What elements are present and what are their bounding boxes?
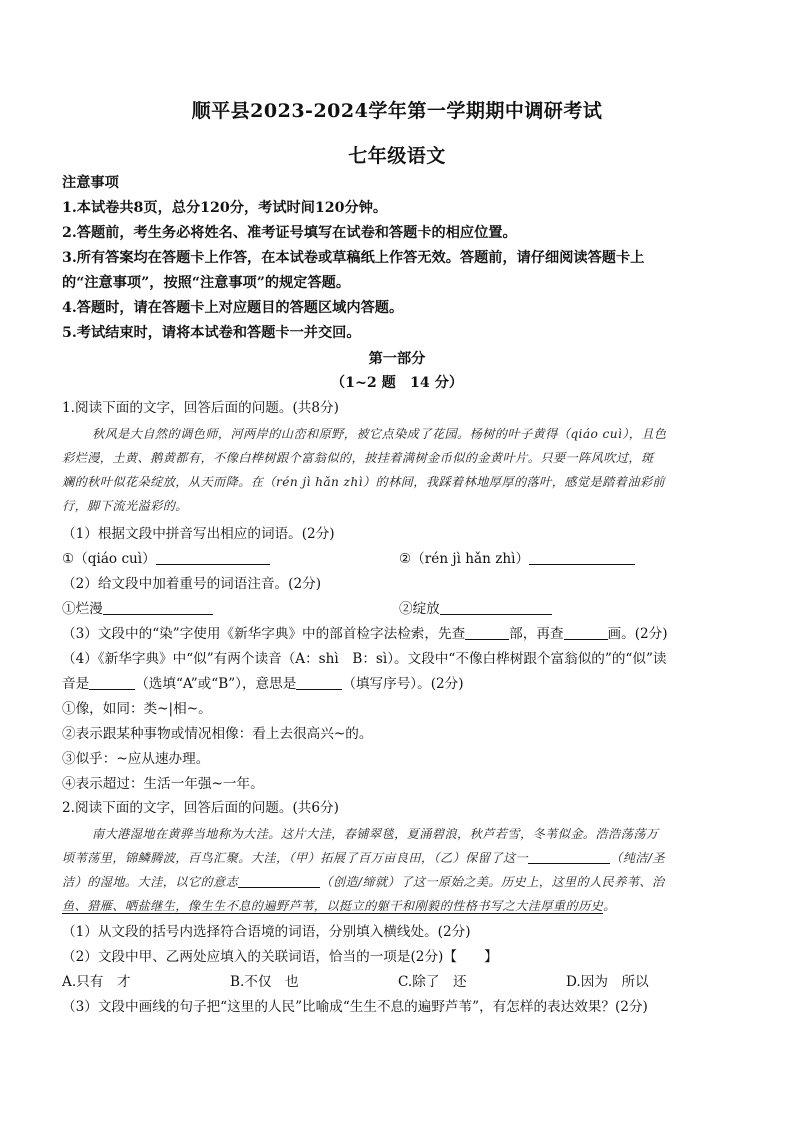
q2-passage-text: 顷苇荡里，锦鳞腾波，百鸟汇聚。大洼，（甲）拓展了百万亩良田，（乙）保留了这一 [62,851,529,865]
q2-passage-text: （创造/缔就）了这一原始之美。历史上，这里的人民养苇、治 [320,875,665,889]
q1-sub3-text: （3）文段中的“染”字使用《新华字典》中的部首检字法检索，先查 [62,626,466,642]
q1-stem: 1.阅读下面的文字，回答后面的问题。(共8分) [62,400,339,416]
q2-sub2: （2）文段中甲、乙两处应填入的关联词语，恰当的一项是(2分)【 】 [62,949,498,965]
q1-passage-line: 斓的秋叶似花朵绽放，从天而降。在（rén jì hǎn zhì）的林间，我踩着林地厚厚的落叶，感觉是踏着油彩前 [62,475,666,489]
q1-passage-line: 彩烂漫，土黄、鹅黄都有，不像白桦树跟个富翁似的，披挂着满树金币似的金黄叶片。只要一阵风吹过，斑 [62,451,654,465]
q2-passage-text: （纯洁/圣 [610,851,665,865]
answer-blank[interactable] [156,550,270,565]
q2-passage-text: 。 [603,899,616,913]
part-range: （1~2 题 14 分） [330,375,464,391]
q1-sub1: （1）根据文段中拼音写出相应的词语。(2分) [62,526,335,542]
q1-sub4-line1: （4）《新华字典》中“似”有两个读音（A：shì B：sì）。文段中“不像白桦树跟个富翁似的”的“似”读 [62,651,667,667]
q1-sub1-a-label: ①（qiáo cuì） [62,551,156,567]
dictionary-meaning: ③似乎：~应从速办理。 [62,751,210,767]
underlined-sentence: 鱼、猎雁、晒盐继生，像生生不息的遍野芦苇，以挺立的躯干和刚毅的性格书写之大洼厚重的历史 [62,899,604,913]
notice-heading: 注意事项 [62,175,119,191]
dictionary-meaning: ①像，如同：类~|相~。 [62,701,212,717]
answer-blank[interactable] [564,625,608,640]
q2-passage-line [62,895,742,917]
answer-blank[interactable] [529,550,635,565]
notice-item-4: 4.答题时，请在答题卡上对应题目的答题区域内答题。 [62,300,404,316]
dictionary-meaning: ②表示跟某种事物或情况相像：看上去很高兴~的。 [62,726,373,742]
option-c[interactable]: C.除了 还 [398,974,467,990]
q1-sub2-row [62,598,742,620]
dictionary-meaning: ④表示超过：生活一年强~一年。 [62,776,264,792]
answer-blank[interactable] [440,600,552,615]
q1-sub3-text: 部，再查 [509,626,564,642]
q1-sub2-b [399,598,552,620]
q2-sub3: （3）文段中画线的句子把“这里的人民”比喻成“生生不息的遍野芦苇”，有怎样的表达效果？(2分) [62,999,648,1015]
q1-sub3-text: 画。(2分) [607,626,668,642]
option-a[interactable]: A.只有 才 [62,974,131,990]
answer-blank[interactable] [296,675,342,690]
q1-sub4-line2 [62,673,742,695]
part-heading: 第一部分 [368,351,426,367]
q1-sub2-a-label: ①烂漫 [62,601,103,617]
q1-sub4-text: （选填“A”或“B”），意思是 [135,676,297,692]
q2-passage-line: 南大港湿地在黄骅当地称为大洼。这片大洼，春铺翠毯，夏涌碧浪，秋芦若雪，冬苇似金。浩浩荡荡万 [92,827,659,841]
q1-sub4-text: （填写序号）。(2分) [342,676,464,692]
q1-passage-line: 秋风是大自然的调色师，河两岸的山峦和原野，被它点染成了花园。杨树的叶子黄得（qiáo cuì），且色 [92,427,667,441]
q1-sub1-row [62,548,742,570]
q2-sub1: （1）从文段的括号内选择符合语境的词语，分别填入横线处。(2分) [62,924,471,940]
q2-passage-line [62,847,742,869]
q1-sub4-text: 音是 [62,676,90,692]
option-d[interactable]: D.因为 所以 [566,974,649,990]
answer-blank[interactable] [89,675,135,690]
option-b[interactable]: B.不仅 也 [230,974,299,990]
q1-passage-line: 行，脚下流光溢彩的。 [62,499,188,513]
notice-item-2: 2.答题前，考生务必将姓名、准考证号填写在试卷和答题卡的相应位置。 [62,225,517,241]
q1-sub2-b-label: ②绽放 [399,601,440,617]
q2-passage-line [62,871,742,893]
q1-sub1-b-label: ②（rén jì hǎn zhì） [399,551,530,567]
notice-item-5: 5.考试结束时，请将本试卷和答题卡一并交回。 [62,325,361,341]
exam-subject: 七年级语文 [348,145,446,167]
q1-sub3 [62,623,742,645]
q2-passage-text: 洁）的湿地。大洼，以它的意志 [62,875,239,889]
q1-sub2: （2）给文段中加着重号的词语注音。(2分) [62,576,321,592]
notice-item-3-cont: 的“注意事项”，按照“注意事项”的规定答题。 [62,275,351,291]
answer-blank[interactable] [465,625,509,640]
notice-item-1: 1.本试卷共8页，总分120分，考试时间120分钟。 [62,200,388,216]
answer-blank[interactable] [103,600,213,615]
exam-title: 顺平县2023-2024学年第一学期期中调研考试 [191,100,603,122]
answer-blank[interactable] [238,873,320,888]
notice-item-3: 3.所有答案均在答题卡上作答，在本试卷或草稿纸上作答无效。答题前，请仔细阅读答题卡上 [62,250,645,266]
q1-sub1-b [399,548,635,570]
answer-blank[interactable] [528,849,610,864]
q2-stem: 2.阅读下面的文字，回答后面的问题。(共6分) [62,800,339,816]
